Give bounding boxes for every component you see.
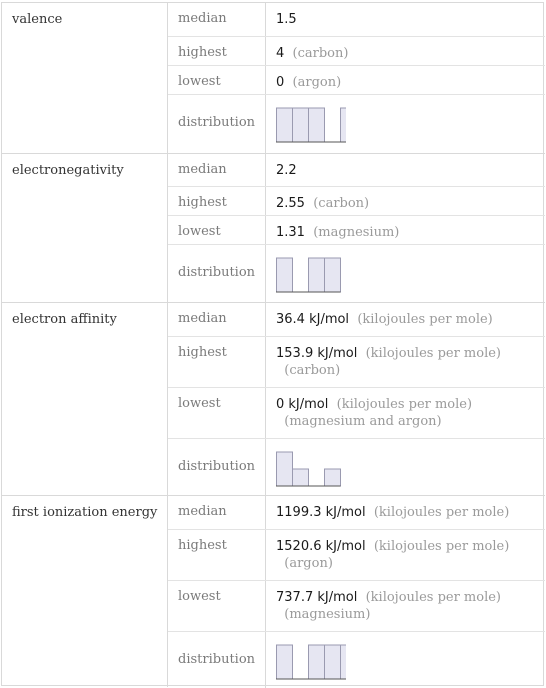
stat-label: median	[178, 311, 227, 326]
property-block-first-ionization-energy	[2, 495, 545, 687]
histogram-bar	[341, 645, 347, 679]
stat-label: lowest	[178, 396, 221, 411]
stat-label: lowest	[178, 589, 221, 604]
value-unit-name: (kilojoules per mole)	[336, 397, 473, 412]
table-row-lowest	[168, 215, 545, 244]
stat-label: distribution	[178, 265, 256, 280]
value-unit-name: (kilojoules per mole)	[373, 539, 510, 554]
histogram-bar	[341, 108, 347, 142]
property-block-electron-affinity	[2, 302, 545, 495]
value-annotation: (argon)	[292, 75, 342, 90]
histogram-bar	[309, 108, 325, 142]
table-row-lowest	[168, 387, 545, 438]
value-unit-name: (kilojoules per mole)	[365, 346, 502, 361]
properties-table	[1, 2, 544, 686]
value-number: 0	[276, 75, 285, 90]
table-row-lowest	[168, 580, 545, 631]
stat-label: lowest	[178, 224, 221, 239]
table-row-distribution	[168, 244, 545, 303]
value-text	[276, 538, 536, 572]
property-name: electronegativity	[12, 163, 124, 178]
table-row-median	[168, 3, 545, 36]
histogram-bar	[293, 108, 309, 142]
value-cell	[265, 216, 545, 244]
value-cell	[265, 530, 545, 580]
histogram-bar	[293, 469, 309, 486]
value-number: 1.31	[276, 225, 305, 240]
value-cell	[265, 581, 545, 631]
value-cell	[265, 95, 545, 153]
value-number: 1520.6 kJ/mol	[276, 539, 366, 554]
value-cell	[265, 632, 545, 688]
table-row-median	[168, 496, 545, 529]
distribution-histogram	[276, 449, 346, 487]
property-name-cell	[2, 3, 168, 153]
value-cell	[265, 337, 545, 387]
value-unit-name: (kilojoules per mole)	[365, 590, 502, 605]
value-annotation: (magnesium and argon)	[284, 414, 442, 429]
table-row-lowest	[168, 65, 545, 94]
property-name-cell	[2, 154, 168, 302]
histogram-bar	[277, 452, 293, 486]
stat-label: highest	[178, 195, 227, 210]
value-annotation: (argon)	[284, 556, 333, 571]
histogram-bar	[325, 258, 341, 292]
table-row-highest	[168, 529, 545, 580]
value-number: 737.7 kJ/mol	[276, 590, 358, 605]
property-block-valence	[2, 3, 545, 153]
stat-label: distribution	[178, 652, 256, 667]
property-block-electronegativity	[2, 153, 545, 302]
value-number: 2.2	[276, 163, 297, 178]
stat-label: distribution	[178, 459, 256, 474]
value-cell	[265, 245, 545, 303]
value-number: 0 kJ/mol	[276, 397, 329, 412]
value-cell	[265, 66, 545, 94]
stat-label: median	[178, 162, 227, 177]
histogram-bar	[277, 258, 293, 292]
value-number: 2.55	[276, 196, 305, 211]
histogram-bar	[277, 108, 293, 142]
value-cell	[265, 496, 545, 529]
value-text	[276, 162, 536, 179]
value-text	[276, 589, 536, 623]
value-cell	[265, 154, 545, 186]
property-name: first ionization energy	[12, 505, 158, 520]
value-text	[276, 195, 536, 212]
value-cell	[265, 37, 545, 65]
stat-label: highest	[178, 538, 227, 553]
stat-label: median	[178, 504, 227, 519]
value-annotation: (magnesium)	[313, 225, 400, 240]
stat-label: median	[178, 11, 227, 26]
value-text	[276, 45, 536, 62]
value-annotation: (carbon)	[313, 196, 370, 211]
property-name: valence	[12, 12, 63, 27]
value-number: 153.9 kJ/mol	[276, 346, 358, 361]
value-text	[276, 224, 536, 241]
value-text	[276, 504, 536, 521]
value-text	[276, 311, 536, 328]
value-number: 4	[276, 46, 285, 61]
table-row-distribution	[168, 94, 545, 153]
stat-label: highest	[178, 345, 227, 360]
stat-label: lowest	[178, 74, 221, 89]
table-row-median	[168, 154, 545, 186]
value-cell	[265, 439, 545, 496]
distribution-histogram	[276, 105, 346, 143]
distribution-histogram	[276, 255, 346, 293]
stat-label: distribution	[178, 115, 256, 130]
histogram-bar	[309, 258, 325, 292]
value-cell	[265, 303, 545, 336]
value-text	[276, 396, 536, 430]
property-name-cell	[2, 303, 168, 495]
value-unit-name: (kilojoules per mole)	[357, 312, 493, 327]
table-row-highest	[168, 36, 545, 65]
table-row-distribution	[168, 631, 545, 688]
table-row-highest	[168, 186, 545, 215]
value-unit-name: (kilojoules per mole)	[373, 505, 510, 520]
stat-label: highest	[178, 45, 227, 60]
histogram-bar	[325, 645, 341, 679]
table-row-median	[168, 303, 545, 336]
value-text	[276, 11, 536, 28]
value-annotation: (carbon)	[284, 363, 341, 378]
histogram-bar	[309, 645, 325, 679]
histogram-bar	[325, 469, 341, 486]
value-annotation: (carbon)	[292, 46, 349, 61]
histogram-bar	[277, 645, 293, 679]
value-text	[276, 74, 536, 91]
value-cell	[265, 187, 545, 215]
table-row-distribution	[168, 438, 545, 496]
value-cell	[265, 3, 545, 36]
value-number: 1.5	[276, 12, 297, 27]
property-name: electron affinity	[12, 312, 117, 327]
property-name-cell	[2, 496, 168, 687]
value-cell	[265, 388, 545, 438]
distribution-histogram	[276, 642, 346, 680]
table-row-highest	[168, 336, 545, 387]
value-text	[276, 345, 536, 379]
value-number: 36.4 kJ/mol	[276, 312, 350, 327]
value-annotation: (magnesium)	[284, 607, 371, 622]
value-number: 1199.3 kJ/mol	[276, 505, 366, 520]
